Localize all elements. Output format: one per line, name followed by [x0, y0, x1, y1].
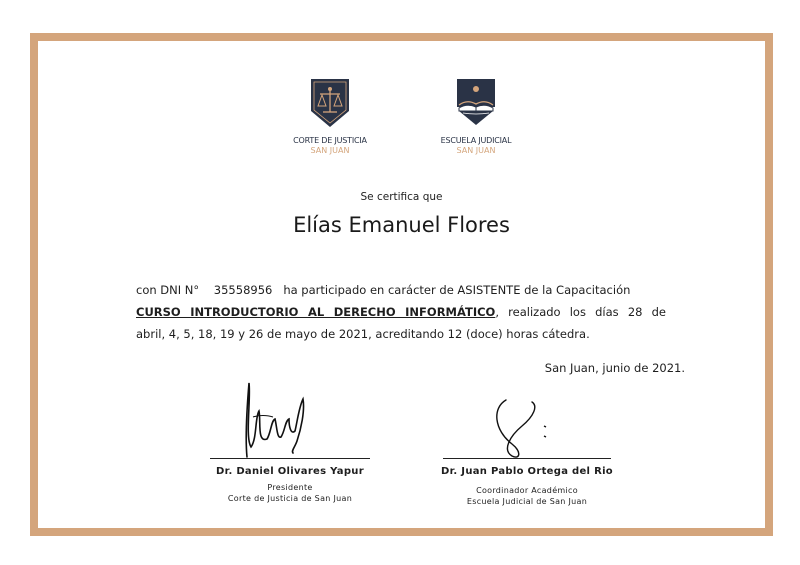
logo-title: ESCUELA JUDICIAL: [440, 136, 512, 145]
signatory-2-role: Coordinador Académico: [476, 486, 578, 495]
corte-logo: [265, 77, 395, 155]
escuela-logo: [411, 77, 541, 155]
signatory-2-name: Dr. Juan Pablo Ortega del Rio: [441, 466, 613, 477]
body-line-1: [136, 283, 666, 297]
recipient-name: Elías Emanuel Flores: [293, 213, 510, 237]
signatory-2-institution: Escuela Judicial de San Juan: [466, 497, 588, 506]
book-sun-shield-icon: [455, 77, 497, 129]
scales-shield-icon: [309, 77, 351, 129]
dni-number: 35558956: [213, 283, 273, 297]
place-date: San Juan, junio de 2021.: [544, 361, 685, 375]
logo-subtitle: SAN JUAN: [310, 146, 350, 155]
signatory-1-institution: Corte de Justicia de San Juan: [227, 494, 353, 503]
signatory-1-name: Dr. Daniel Olivares Yapur: [216, 466, 364, 477]
signatory-1-role: Presidente: [267, 483, 313, 492]
body-line-2: [136, 305, 666, 319]
logo-subtitle: SAN JUAN: [456, 146, 496, 155]
body-line-3: abril, 4, 5, 18, 19 y 26 de mayo de 2021, acreditando 12 (doce) horas cátedra.: [136, 327, 590, 341]
certificate-frame: [30, 33, 773, 536]
course-name: CURSO INTRODUCTORIO AL DERECHO INFORMÁTICO: [136, 305, 496, 319]
signature-line-2: [443, 458, 611, 459]
signature-ortega: [486, 396, 556, 461]
participation-text: ha participado en carácter de ASISTENTE de la Capacitación: [283, 283, 631, 297]
certify-intro: Se certifica que: [360, 191, 443, 203]
signature-olivares: [233, 377, 323, 462]
dates-text: , realizado los días 28 de: [495, 305, 666, 319]
dni-prefix: con DNI N°: [136, 283, 200, 297]
logo-title: CORTE DE JUSTICIA: [293, 136, 367, 145]
signature-line-1: [210, 458, 370, 459]
